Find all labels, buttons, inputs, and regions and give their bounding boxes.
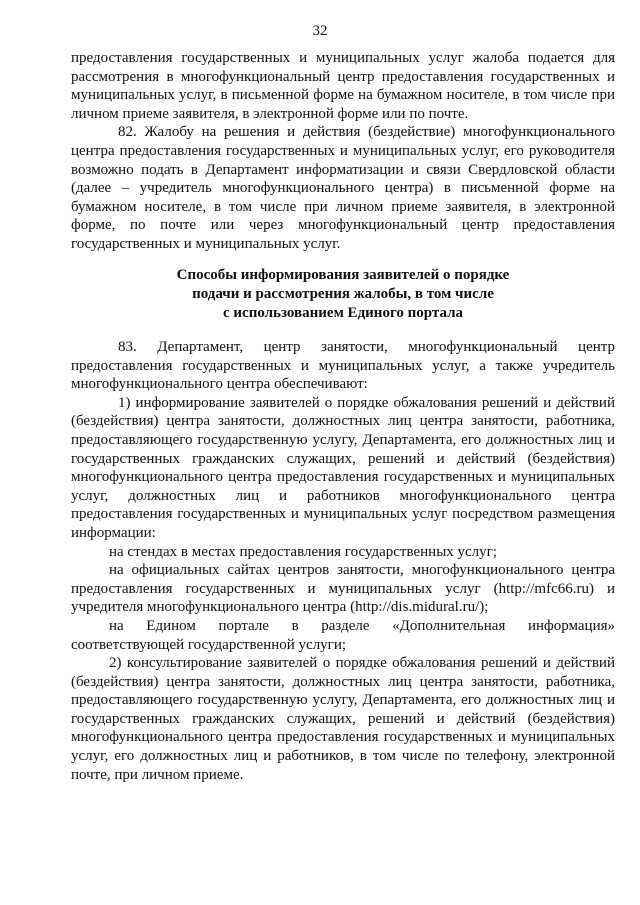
heading-line-1: Способы информирования заявителей о порядке [176, 267, 510, 283]
paragraph-83: 83. Департамент, центр занятости, многофункциональный центр предоставления государственных и муниципальных услуг, а также учредитель многофункционального центра обеспечивают: [71, 339, 615, 393]
body-section-1 [71, 49, 615, 254]
body-section-2 [71, 338, 615, 784]
list-item-1-portal: на Едином портале в разделе «Дополнительная информация» соответствующей государственной услуги; [71, 617, 615, 653]
heading-line-2: подачи и рассмотрения жалобы, в том числе [192, 286, 494, 302]
list-item-1-stands: на стендах в местах предоставления государственных услуг; [109, 543, 497, 560]
paragraph-continued: предоставления государственных и муниципальных услуг жалоба подается для рассмотрения в многофункциональный центр предоставления государственных и муниципальных услуг, в письменной форме на бумажном носителе, в том числе при личном приеме заявителя, в электронной форме или по почте. [71, 50, 615, 122]
paragraph-82: 82. Жалобу на решения и действия (бездействие) многофункционального центра предоставления государственных и муниципальных услуг, его руководителя возможно подать в Департамент информатизации и связи Свердловской области (далее – учредитель многофункционального центра) в письменной форме на бумажном носителе, в том числе при личном приеме заявителя, в электронной форме, по почте или через многофункциональный центр предоставления государственных и муниципальных услуг. [71, 124, 615, 252]
heading-line-3: с использованием Единого портала [222, 305, 464, 321]
section-heading [71, 266, 615, 323]
page-number: 32 [312, 23, 328, 39]
list-item-1-websites: на официальных сайтах центров занятости, многофункционального центра предоставления государственных и муниципальных услуг (http://mfc66.ru) и учредителя многофункционального центра (http://dis.midural.ru/); [71, 562, 615, 616]
list-item-1: 1) информирование заявителей о порядке обжалования решений и действий (бездействия) центра занятости, должностных лиц центра занятости, работника, предоставляющего государственную услугу, Департамента, его должностных лиц и государственных гражданских служащих, решений и действий (бездействия) многофункционального центра предоставления государственных и муниципальных услуг, должностных лиц и работников многофункционального центра предоставления государственных и муниципальных услуг посредством размещения информации: [71, 394, 615, 541]
list-item-2: 2) консультирование заявителей о порядке обжалования решений и действий (бездействия) центра занятости, должностных лиц центра занятости, работника, предоставляющего государственную услугу, Департамента, его должностных лиц и государственных гражданских служащих, решений и действий (бездействия) многофункционального центра предоставления государственных и муниципальных услуг, его должностных лиц и работников, в том числе по телефону, электронной почте, при личном приеме. [71, 655, 615, 783]
